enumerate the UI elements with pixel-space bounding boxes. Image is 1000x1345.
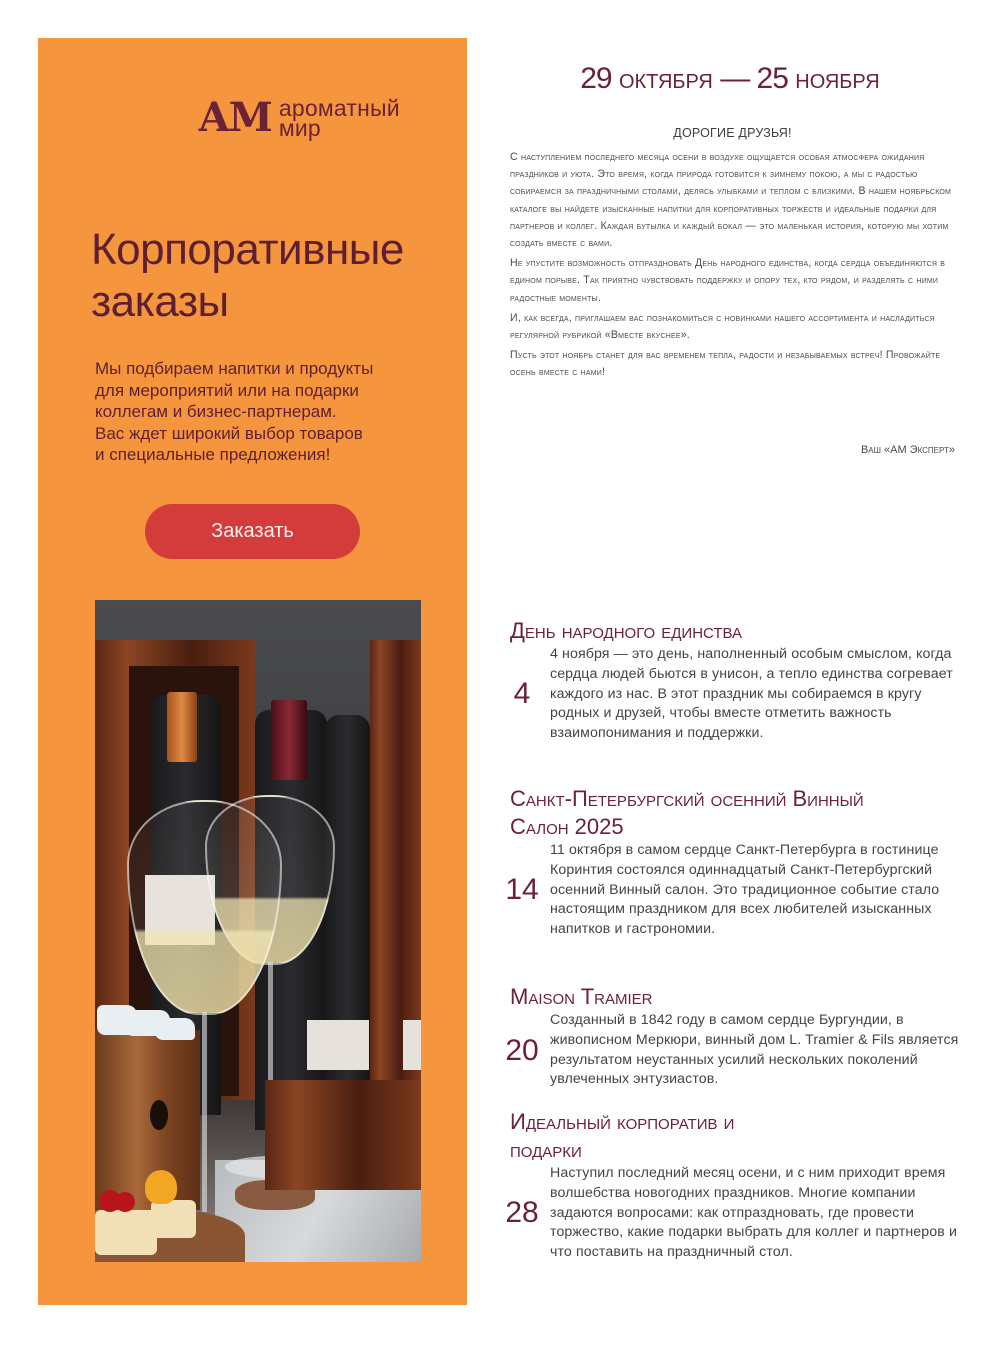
letter-signature: Ваш «АМ Эксперт» <box>860 444 955 456</box>
logo-line-1: ароматный <box>278 95 400 121</box>
event-day-number: 14 <box>505 873 539 907</box>
start-day: 29 <box>580 62 612 95</box>
logo-line-2: мир <box>278 115 321 141</box>
event-day-number: 4 <box>513 677 531 711</box>
event-unity-day[interactable] <box>510 617 970 744</box>
bottle-1-capsule <box>167 692 197 762</box>
catalog-date-range <box>480 62 980 96</box>
event-body <box>505 1164 970 1263</box>
event-day-number: 20 <box>505 1033 539 1067</box>
bottle-label <box>307 1020 369 1070</box>
letter-paragraph: Не упустите возможность отпраздновать День народного единства, когда сердца объединяются в едином порыве. Так приятно чувствовать поддержку и опору тех, кто рядом, и разделять с ними радостные моменты. <box>510 257 946 304</box>
promo-title-line-1: Корпоративные <box>91 225 404 274</box>
letter-paragraph: Пусть этот ноябрь станет для вас временем тепла, радости и незабываемых встреч! Провожайте осень вместе с нами! <box>510 349 941 379</box>
end-day: 25 <box>756 62 788 95</box>
welcome-letter <box>510 149 960 385</box>
promo-title <box>91 224 461 328</box>
end-month: НОЯБРЯ <box>795 71 880 93</box>
event-maison-tramier[interactable] <box>505 983 970 1090</box>
event-text: 4 ноября — это день, наполненный особым смыслом, когда сердца людей бьются в унисон, а тепло единства согревает каждого из нас. В этот праздник мы собираемся в кругу родных и друзей, чтобы вместе отметить важность взаимопонимания и поддержки. <box>550 646 953 742</box>
event-title: Идеальный корпоратив и подарки <box>510 1109 735 1162</box>
event-body <box>505 841 970 940</box>
promo-description <box>95 358 425 466</box>
promo-desc-line: коллегам и бизнес-партнерам. <box>95 402 337 421</box>
event-text: Наступил последний месяц осени, и с ним приходит время волшебства новогодних праздников. Многие компании задаются вопросами: как отпраздновать, где провести торжество, какие подарки выбрать для коллег и партнеров и что поставить на праздничный стол. <box>550 1165 957 1261</box>
start-month: ОКТЯБРЯ <box>618 71 713 93</box>
event-body <box>510 645 970 744</box>
promo-title-line-2: заказы <box>91 277 229 326</box>
letter-paragraph: И, как всегда, приглашаем вас познакомиться с новинками нашего ассортимента и насладиться регулярной рубрикой «Вместе вкуснее». <box>510 311 935 342</box>
corporate-orders-panel <box>38 38 467 1305</box>
event-wine-salon[interactable] <box>505 785 970 940</box>
promo-desc-line: для мероприятий или на подарки <box>95 380 359 400</box>
cake <box>95 1210 157 1255</box>
event-corporate-gifts[interactable] <box>505 1108 970 1263</box>
logo-mark: АМ <box>198 94 271 141</box>
glass-stem <box>202 1012 207 1212</box>
bucket-hole <box>150 1100 168 1130</box>
logo-wordmark <box>278 95 400 141</box>
event-title: Maison Tramier <box>510 984 653 1009</box>
letter-greeting: ДОРОГИЕ ДРУЗЬЯ! <box>673 126 792 140</box>
event-text: 11 октября в самом сердце Санкт-Петербурга в гостинице Коринтия состоялся одиннадцатый Санкт-Петербургский осенний Винный салон. Это традиционное событие стало настоящим праздником для всех любителей изысканных напитков и гастрономии. <box>550 842 940 938</box>
bottle-label <box>403 1020 421 1070</box>
event-day-number: 28 <box>505 1196 539 1230</box>
cherry <box>115 1192 135 1212</box>
promo-desc-line: и специальные предложения! <box>95 445 331 464</box>
wine-photo <box>95 600 421 1262</box>
promo-desc-line: Вас ждет широкий выбор товаров <box>95 423 363 443</box>
letter-paragraph: С наступлением последнего месяца осени в воздухе ощущается особая атмосфера ожидания праздников и уюта. Это время, когда природа готовится к зимнему покою, а мы с радостью собираемся за праздничными столами, делясь улыбками и теплом с близкими. В нашем ноябрьском каталоге вы найдете изысканные напитки для корпоративных торжеств и идеальные подарки для партнеров и коллег. Каждая бутылка и каждый бокал — это маленькая история, которую мы хотим создать вместе с вами. <box>510 151 952 250</box>
event-text: Созданный в 1842 году в самом сердце Бургундии, в живописном Меркюри, винный дом L. Tramier & Fils является результатом неустанных усилий нескольких поколений увлеченных энтузиастов. <box>550 1012 959 1088</box>
order-button[interactable]: Заказать <box>145 504 360 559</box>
event-title: Санкт-Петербургский осенний Винный Салон 2025 <box>510 786 864 839</box>
wooden-tray <box>265 1080 421 1190</box>
promo-desc-line: Мы подбираем напитки и продукты <box>95 359 374 378</box>
event-title: День народного единства <box>510 618 743 643</box>
peach-slice <box>145 1170 177 1204</box>
cake <box>151 1200 196 1238</box>
bottle-2-capsule <box>271 700 307 780</box>
ice <box>155 1018 195 1040</box>
brand-logo[interactable] <box>198 94 400 141</box>
date-dash: — <box>720 62 750 95</box>
event-body <box>505 1011 970 1090</box>
